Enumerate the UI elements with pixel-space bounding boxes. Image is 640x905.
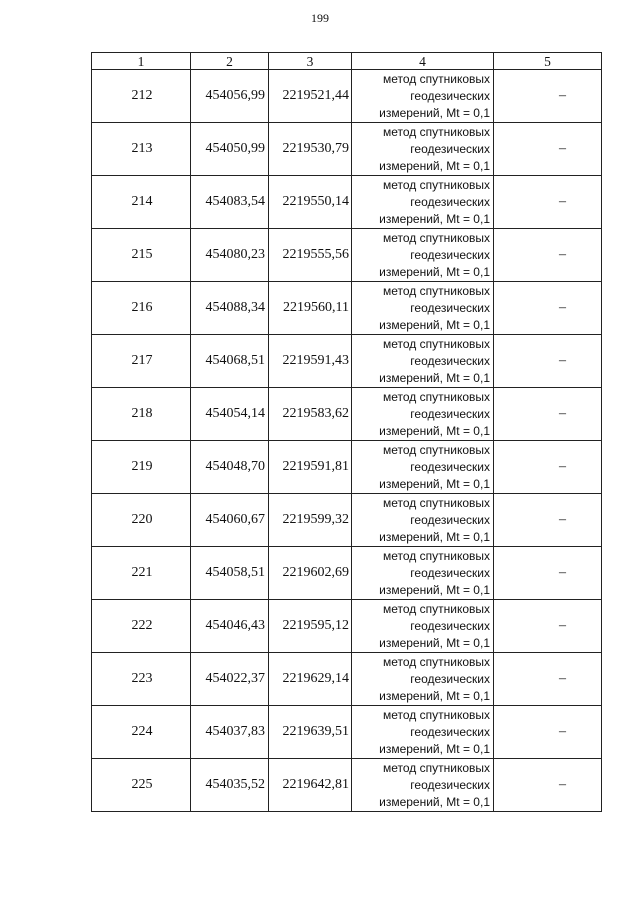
method-line: геодезических — [410, 300, 490, 315]
x-coordinate-cell: 454022,37 — [191, 653, 269, 706]
method-line: метод спутниковых — [382, 495, 490, 510]
method-line: геодезических — [410, 724, 490, 739]
table-row — [92, 653, 602, 706]
method-cell — [352, 600, 494, 653]
note-cell: – — [494, 653, 602, 706]
method-line: метод спутниковых — [382, 548, 490, 563]
table-row — [92, 494, 602, 547]
table-row — [92, 123, 602, 176]
point-number-cell: 212 — [92, 70, 191, 123]
point-number-cell: 218 — [92, 388, 191, 441]
method-cell — [352, 70, 494, 123]
x-coordinate-cell: 454083,54 — [191, 176, 269, 229]
method-line: геодезических — [410, 618, 490, 633]
note-cell: – — [494, 229, 602, 282]
x-coordinate-cell: 454054,14 — [191, 388, 269, 441]
method-cell — [352, 759, 494, 812]
column-header-4: 4 — [352, 53, 494, 70]
column-header-1: 1 — [92, 53, 191, 70]
note-cell: – — [494, 123, 602, 176]
method-line: метод спутниковых — [382, 760, 490, 775]
x-coordinate-cell: 454046,43 — [191, 600, 269, 653]
y-coordinate-cell: 2219530,79 — [269, 123, 352, 176]
note-cell: – — [494, 441, 602, 494]
note-cell: – — [494, 388, 602, 441]
method-cell — [352, 229, 494, 282]
method-line: измерений, Mt = 0,1 — [379, 211, 490, 226]
method-cell — [352, 176, 494, 229]
method-line: измерений, Mt = 0,1 — [379, 370, 490, 385]
y-coordinate-cell: 2219521,44 — [269, 70, 352, 123]
y-coordinate-cell: 2219599,32 — [269, 494, 352, 547]
y-coordinate-cell: 2219560,11 — [269, 282, 352, 335]
point-number-cell: 219 — [92, 441, 191, 494]
method-line: геодезических — [410, 247, 490, 262]
method-line: метод спутниковых — [382, 71, 490, 86]
method-cell — [352, 441, 494, 494]
method-line: измерений, Mt = 0,1 — [379, 529, 490, 544]
x-coordinate-cell: 454060,67 — [191, 494, 269, 547]
method-line: геодезических — [410, 194, 490, 209]
method-line: измерений, Mt = 0,1 — [379, 635, 490, 650]
method-line: измерений, Mt = 0,1 — [379, 688, 490, 703]
note-cell: – — [494, 70, 602, 123]
point-number-cell: 220 — [92, 494, 191, 547]
point-number-cell: 217 — [92, 335, 191, 388]
y-coordinate-cell: 2219591,43 — [269, 335, 352, 388]
note-cell: – — [494, 282, 602, 335]
column-header-2: 2 — [191, 53, 269, 70]
point-number-cell: 224 — [92, 706, 191, 759]
method-cell — [352, 494, 494, 547]
x-coordinate-cell: 454088,34 — [191, 282, 269, 335]
table-row — [92, 335, 602, 388]
x-coordinate-cell: 454080,23 — [191, 229, 269, 282]
x-coordinate-cell: 454056,99 — [191, 70, 269, 123]
y-coordinate-cell: 2219642,81 — [269, 759, 352, 812]
x-coordinate-cell: 454068,51 — [191, 335, 269, 388]
method-line: измерений, Mt = 0,1 — [379, 317, 490, 332]
table-row — [92, 441, 602, 494]
method-line: геодезических — [410, 512, 490, 527]
method-line: метод спутниковых — [382, 707, 490, 722]
coordinates-table — [91, 52, 602, 812]
table-row — [92, 600, 602, 653]
table-row — [92, 547, 602, 600]
point-number-cell: 225 — [92, 759, 191, 812]
method-line: геодезических — [410, 565, 490, 580]
y-coordinate-cell: 2219550,14 — [269, 176, 352, 229]
point-number-cell: 213 — [92, 123, 191, 176]
page-number: 199 — [311, 11, 329, 25]
table-row — [92, 176, 602, 229]
x-coordinate-cell: 454037,83 — [191, 706, 269, 759]
method-cell — [352, 282, 494, 335]
method-cell — [352, 123, 494, 176]
method-line: измерений, Mt = 0,1 — [379, 264, 490, 279]
method-cell — [352, 653, 494, 706]
table-row — [92, 282, 602, 335]
x-coordinate-cell: 454035,52 — [191, 759, 269, 812]
method-line: геодезических — [410, 141, 490, 156]
method-line: метод спутниковых — [382, 230, 490, 245]
table-row — [92, 759, 602, 812]
method-line: измерений, Mt = 0,1 — [379, 741, 490, 756]
method-cell — [352, 335, 494, 388]
x-coordinate-cell: 454058,51 — [191, 547, 269, 600]
method-line: измерений, Mt = 0,1 — [379, 794, 490, 809]
method-cell — [352, 547, 494, 600]
method-line: измерений, Mt = 0,1 — [379, 423, 490, 438]
note-cell: – — [494, 600, 602, 653]
table-row — [92, 70, 602, 123]
column-header-3: 3 — [269, 53, 352, 70]
method-line: метод спутниковых — [382, 442, 490, 457]
note-cell: – — [494, 706, 602, 759]
method-line: геодезических — [410, 88, 490, 103]
note-cell: – — [494, 494, 602, 547]
table-row — [92, 388, 602, 441]
method-line: измерений, Mt = 0,1 — [379, 582, 490, 597]
x-coordinate-cell: 454048,70 — [191, 441, 269, 494]
method-line: измерений, Mt = 0,1 — [379, 158, 490, 173]
method-line: геодезических — [410, 459, 490, 474]
point-number-cell: 222 — [92, 600, 191, 653]
table-body — [92, 70, 602, 812]
note-cell: – — [494, 759, 602, 812]
point-number-cell: 223 — [92, 653, 191, 706]
point-number-cell: 214 — [92, 176, 191, 229]
y-coordinate-cell: 2219602,69 — [269, 547, 352, 600]
table-header-row — [92, 53, 602, 70]
method-line: геодезических — [410, 406, 490, 421]
method-line: метод спутниковых — [382, 177, 490, 192]
note-cell: – — [494, 335, 602, 388]
point-number-cell: 215 — [92, 229, 191, 282]
method-line: метод спутниковых — [382, 601, 490, 616]
method-line: метод спутниковых — [382, 654, 490, 669]
method-cell — [352, 706, 494, 759]
method-line: метод спутниковых — [382, 124, 490, 139]
y-coordinate-cell: 2219639,51 — [269, 706, 352, 759]
method-line: метод спутниковых — [382, 283, 490, 298]
point-number-cell: 216 — [92, 282, 191, 335]
method-cell — [352, 388, 494, 441]
method-line: измерений, Mt = 0,1 — [379, 105, 490, 120]
method-line: метод спутниковых — [382, 336, 490, 351]
table-row — [92, 706, 602, 759]
column-header-5: 5 — [494, 53, 602, 70]
y-coordinate-cell: 2219555,56 — [269, 229, 352, 282]
y-coordinate-cell: 2219629,14 — [269, 653, 352, 706]
y-coordinate-cell: 2219583,62 — [269, 388, 352, 441]
method-line: геодезических — [410, 777, 490, 792]
method-line: геодезических — [410, 353, 490, 368]
method-line: метод спутниковых — [382, 389, 490, 404]
y-coordinate-cell: 2219595,12 — [269, 600, 352, 653]
table-row — [92, 229, 602, 282]
x-coordinate-cell: 454050,99 — [191, 123, 269, 176]
note-cell: – — [494, 176, 602, 229]
y-coordinate-cell: 2219591,81 — [269, 441, 352, 494]
note-cell: – — [494, 547, 602, 600]
point-number-cell: 221 — [92, 547, 191, 600]
method-line: геодезических — [410, 671, 490, 686]
method-line: измерений, Mt = 0,1 — [379, 476, 490, 491]
